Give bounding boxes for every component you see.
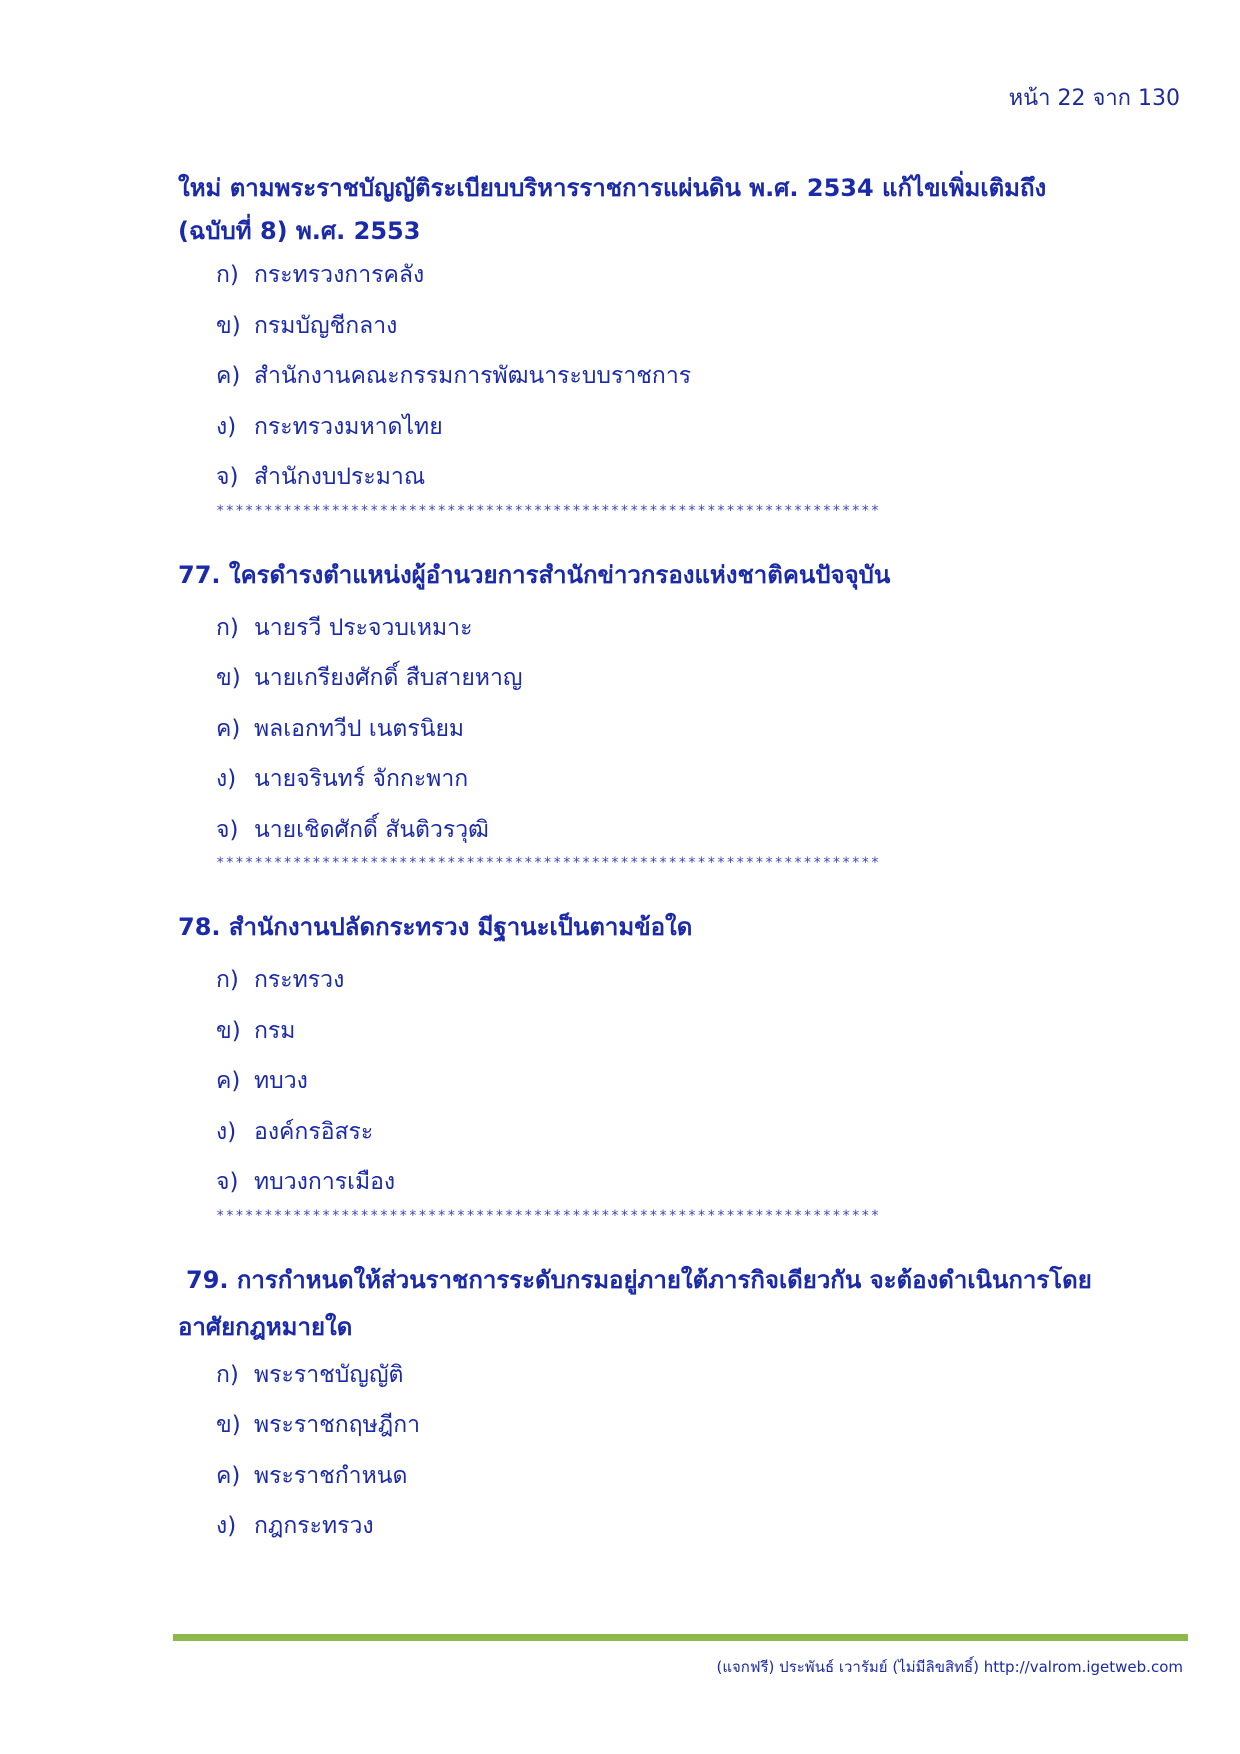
option-78-b: ข) กรม <box>216 1017 296 1044</box>
option-79-d: ง) กฎกระทรวง <box>216 1513 374 1540</box>
option-79-b: ข) พระราชกฤษฎีกา <box>216 1412 421 1439</box>
question-79-line-1: 79. การกำหนดให้ส่วนราชการระดับกรมอยู่ภายใต้ภารกิจเดียวกัน จะต้องดำเนินการโดย <box>186 1265 1092 1294</box>
footer-rule <box>173 1634 1188 1641</box>
option-78-e: จ) ทบวงการเมือง <box>216 1169 396 1196</box>
option-77-e: จ) นายเชิดศักดิ์ สันติวรวุฒิ <box>216 816 489 843</box>
separator: ********************************************************************* <box>216 1207 881 1224</box>
question-78: 78. สำนักงานปลัดกระทรวง มีฐานะเป็นตามข้อใด <box>178 913 693 941</box>
question-77-options <box>178 603 1188 856</box>
option-76-b: ข) กรมบัญชีกลาง <box>216 312 398 339</box>
option-76-c: ค) สำนักงานคณะกรรมการพัฒนาระบบราชการ <box>216 363 692 390</box>
question-76-line-1: ใหม่ ตามพระราชบัญญัติระเบียบบริหารราชการแผ่นดิน พ.ศ. 2534 แก้ไขเพิ่มเติมถึง <box>178 174 1047 202</box>
option-78-c: ค) ทบวง <box>216 1068 308 1095</box>
question-76-line-2: (ฉบับที่ 8) พ.ศ. 2553 <box>178 217 421 245</box>
option-76-d: ง) กระทรวงมหาดไทย <box>216 413 443 440</box>
option-78-a: ก) กระทรวง <box>216 967 345 994</box>
option-79-a: ก) พระราชบัญญัติ <box>216 1361 404 1388</box>
question-76-options <box>178 250 1188 503</box>
option-77-a: ก) นายรวี ประจวบเหมาะ <box>216 614 473 641</box>
document-body <box>178 160 1188 1552</box>
separator: ********************************************************************* <box>216 502 881 519</box>
question-77: 77. ใครดำรงตำแหน่งผู้อำนวยการสำนักข่าวกรองแห่งชาติคนปัจจุบัน <box>178 560 891 589</box>
separator: ********************************************************************* <box>216 855 881 871</box>
option-77-c: ค) พลเอกทวีป เนตรนิยม <box>216 715 465 742</box>
option-77-d: ง) นายจรินทร์ จักกะพาก <box>216 766 469 793</box>
question-79-options <box>178 1350 1188 1552</box>
footer-text: (แจกฟรี) ประพันธ์ เวารัมย์ (ไม่มีลิขสิทธิ์) http://valrom.igetweb.com <box>716 1658 1183 1676</box>
question-78-options <box>178 955 1188 1208</box>
page-number: หน้า 22 จาก 130 <box>1008 86 1180 111</box>
question-79-line-2: อาศัยกฎหมายใด <box>178 1312 353 1341</box>
option-79-c: ค) พระราชกำหนด <box>216 1462 408 1489</box>
option-76-e: จ) สำนักงบประมาณ <box>216 464 426 491</box>
option-77-b: ข) นายเกรียงศักดิ์ สืบสายหาญ <box>216 665 523 692</box>
option-76-a: ก) กระทรวงการคลัง <box>216 262 425 289</box>
option-78-d: ง) องค์กรอิสระ <box>216 1118 374 1145</box>
